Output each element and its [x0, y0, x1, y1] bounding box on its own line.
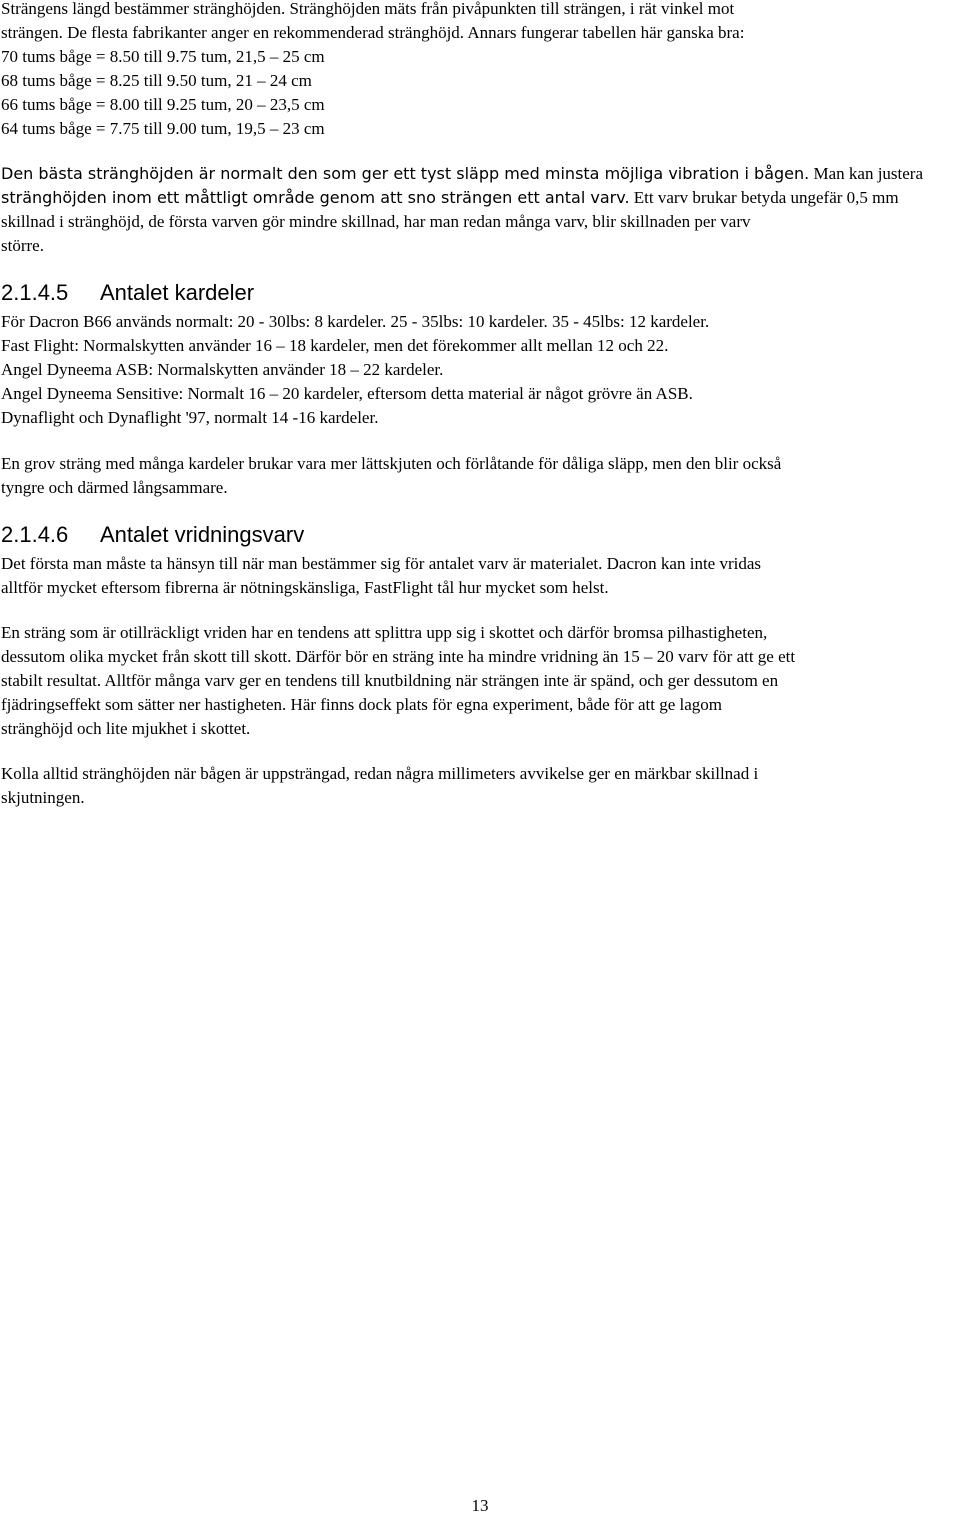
section-heading-vridningsvarv: [1, 520, 955, 550]
section-title: Antalet kardeler: [100, 280, 255, 305]
text-line: En sträng som är otillräckligt vriden har en tendens att splittra upp sig i skottet och därför bromsa pilhastigheten,: [1, 623, 768, 642]
text-line: [1, 162, 955, 186]
text-run-sans: stränghöjden inom ett måttligt område genom att sno strängen ett antal varv.: [1, 188, 630, 207]
text-run: Ett varv brukar betyda ungefär 0,5 mm: [629, 188, 899, 207]
text-run-sans: Den bästa stränghöjden är normalt den som ger ett tyst släpp med minsta möjliga vibration i bågen.: [1, 164, 810, 183]
text-line: För Dacron B66 används normalt: 20 - 30lbs: 8 kardeler. 25 - 35lbs: 10 kardeler. 35 - 45lbs: 12 kardeler.: [1, 312, 710, 331]
page-number: 13: [471, 1496, 489, 1515]
section-number: 2.1.4.6: [1, 522, 69, 547]
text-line: dessutom olika mycket från skott till skott. Därför bör en sträng inte ha mindre vridning än 15 – 20 varv för att ge ett: [1, 647, 796, 666]
text-line: strängen. De flesta fabrikanter anger en rekommenderad stränghöjd. Annars fungerar tabellen här ganska bra:: [1, 23, 745, 42]
spacer: [1, 741, 955, 762]
text-line: Kolla alltid stränghöjden när bågen är uppsträngad, redan några millimeters avvikelse ger en märkbar skillnad i: [1, 764, 759, 783]
text-line: Angel Dyneema Sensitive: Normalt 16 – 20 kardeler, eftersom detta material är något grövre än ASB.: [1, 384, 693, 403]
vridningsvarv-paragraph-3: [1, 762, 955, 810]
spacer: [1, 600, 955, 621]
text-line: större.: [1, 236, 44, 255]
section-number: 2.1.4.5: [1, 280, 69, 305]
spacer: [1, 500, 955, 520]
spacer: [1, 258, 955, 278]
table-row-66: 66 tums båge = 8.00 till 9.25 tum, 20 – 23,5 cm: [1, 95, 325, 114]
kardeler-list-paragraph: [1, 310, 955, 430]
spacer: [1, 141, 955, 162]
best-height-paragraph: [1, 162, 955, 258]
text-line: Dynaflight och Dynaflight '97, normalt 14 -16 kardeler.: [1, 408, 379, 427]
intro-paragraph: [1, 0, 955, 141]
vridningsvarv-paragraph-2: [1, 621, 955, 741]
table-row-70: 70 tums båge = 8.50 till 9.75 tum, 21,5 – 25 cm: [1, 47, 325, 66]
text-line: stabilt resultat. Alltför många varv ger en tendens till knutbildning när strängen inte är spänd, och ger dessutom en: [1, 671, 779, 690]
text-line: tyngre och därmed långsammare.: [1, 478, 228, 497]
text-line: [1, 186, 955, 210]
vridningsvarv-paragraph-1: [1, 552, 955, 600]
text-line: alltför mycket eftersom fibrerna är nötningskänsliga, FastFlight tål hur mycket som helst.: [1, 578, 609, 597]
text-line: fjädringseffekt som sätter ner hastigheten. Här finns dock plats för egna experiment, både för att ge lagom: [1, 695, 722, 714]
spacer: [1, 430, 955, 452]
kardeler-paragraph-2: [1, 452, 955, 500]
text-line: skillnad i stränghöjd, de första varven gör mindre skillnad, har man redan många varv, blir skillnaden per varv: [1, 212, 751, 231]
text-line: stränghöjd och lite mjukhet i skottet.: [1, 719, 251, 738]
text-line: skjutningen.: [1, 788, 85, 807]
text-line: Fast Flight: Normalskytten använder 16 – 18 kardeler, men det förekommer allt mellan 12 och 22.: [1, 336, 669, 355]
section-title: Antalet vridningsvarv: [100, 522, 305, 547]
text-line: En grov sträng med många kardeler brukar vara mer lättskjuten och förlåtande för dåliga släpp, men den blir också: [1, 454, 782, 473]
section-heading-kardeler: [1, 278, 955, 308]
table-row-68: 68 tums båge = 8.25 till 9.50 tum, 21 – 24 cm: [1, 71, 312, 90]
text-line: Det första man måste ta hänsyn till när man bestämmer sig för antalet varv är materialet. Dacron kan inte vridas: [1, 554, 762, 573]
table-row-64: 64 tums båge = 7.75 till 9.00 tum, 19,5 – 23 cm: [1, 119, 325, 138]
text-line: Angel Dyneema ASB: Normalskytten använder 18 – 22 kardeler.: [1, 360, 444, 379]
page-content: [1, 0, 955, 810]
text-line: Strängens längd bestämmer stränghöjden. Stränghöjden mäts från pivåpunkten till strängen, i rät vinkel mot: [1, 0, 735, 18]
text-run: Man kan justera: [809, 164, 924, 183]
